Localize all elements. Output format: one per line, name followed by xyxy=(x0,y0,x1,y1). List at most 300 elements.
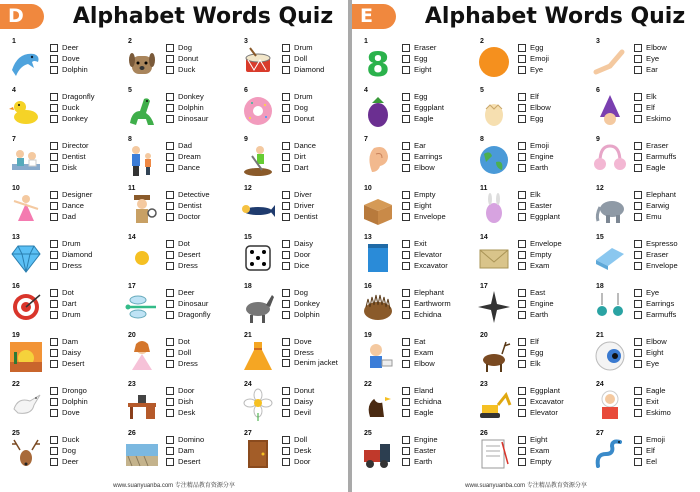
answer-checkbox[interactable] xyxy=(402,142,410,150)
answer-option[interactable] xyxy=(518,200,582,211)
answer-option[interactable] xyxy=(282,64,346,75)
answer-checkbox[interactable] xyxy=(50,409,58,417)
answer-option[interactable] xyxy=(634,91,698,102)
answer-option[interactable] xyxy=(50,385,114,396)
answer-option[interactable] xyxy=(282,249,346,260)
answer-checkbox[interactable] xyxy=(634,262,642,270)
answer-checkbox[interactable] xyxy=(282,66,290,74)
answer-option[interactable] xyxy=(634,53,698,64)
answer-checkbox[interactable] xyxy=(518,398,526,406)
answer-checkbox[interactable] xyxy=(282,240,290,248)
answer-checkbox[interactable] xyxy=(282,153,290,161)
answer-option[interactable] xyxy=(50,162,114,173)
answer-checkbox[interactable] xyxy=(402,213,410,221)
answer-checkbox[interactable] xyxy=(166,142,174,150)
answer-option[interactable] xyxy=(518,53,582,64)
answer-option[interactable] xyxy=(166,238,230,249)
answer-option[interactable] xyxy=(282,53,346,64)
answer-checkbox[interactable] xyxy=(50,55,58,63)
answer-checkbox[interactable] xyxy=(166,44,174,52)
answer-checkbox[interactable] xyxy=(282,251,290,259)
answer-checkbox[interactable] xyxy=(50,191,58,199)
answer-option[interactable] xyxy=(282,189,346,200)
answer-checkbox[interactable] xyxy=(50,387,58,395)
answer-checkbox[interactable] xyxy=(518,66,526,74)
answer-option[interactable] xyxy=(402,336,466,347)
answer-option[interactable] xyxy=(518,42,582,53)
answer-checkbox[interactable] xyxy=(402,409,410,417)
answer-checkbox[interactable] xyxy=(518,164,526,172)
answer-option[interactable] xyxy=(166,151,230,162)
answer-checkbox[interactable] xyxy=(518,202,526,210)
answer-checkbox[interactable] xyxy=(634,93,642,101)
answer-option[interactable] xyxy=(282,238,346,249)
answer-option[interactable] xyxy=(634,385,698,396)
answer-checkbox[interactable] xyxy=(402,93,410,101)
answer-checkbox[interactable] xyxy=(282,447,290,455)
answer-option[interactable] xyxy=(166,113,230,124)
answer-option[interactable] xyxy=(166,200,230,211)
answer-option[interactable] xyxy=(282,298,346,309)
answer-checkbox[interactable] xyxy=(282,44,290,52)
answer-option[interactable] xyxy=(634,347,698,358)
answer-checkbox[interactable] xyxy=(634,115,642,123)
answer-option[interactable] xyxy=(282,102,346,113)
answer-checkbox[interactable] xyxy=(634,240,642,248)
answer-checkbox[interactable] xyxy=(282,93,290,101)
answer-option[interactable] xyxy=(402,162,466,173)
answer-checkbox[interactable] xyxy=(50,44,58,52)
answer-option[interactable] xyxy=(50,64,114,75)
answer-option[interactable] xyxy=(518,238,582,249)
answer-option[interactable] xyxy=(518,140,582,151)
answer-option[interactable] xyxy=(166,358,230,369)
answer-checkbox[interactable] xyxy=(402,311,410,319)
answer-option[interactable] xyxy=(402,42,466,53)
answer-checkbox[interactable] xyxy=(166,409,174,417)
answer-option[interactable] xyxy=(50,298,114,309)
answer-option[interactable] xyxy=(282,287,346,298)
answer-option[interactable] xyxy=(518,456,582,467)
answer-checkbox[interactable] xyxy=(166,153,174,161)
answer-checkbox[interactable] xyxy=(166,240,174,248)
answer-checkbox[interactable] xyxy=(166,349,174,357)
answer-checkbox[interactable] xyxy=(166,436,174,444)
answer-checkbox[interactable] xyxy=(402,240,410,248)
answer-checkbox[interactable] xyxy=(282,359,290,367)
answer-checkbox[interactable] xyxy=(166,289,174,297)
answer-checkbox[interactable] xyxy=(402,349,410,357)
answer-checkbox[interactable] xyxy=(634,104,642,112)
answer-checkbox[interactable] xyxy=(634,300,642,308)
answer-checkbox[interactable] xyxy=(50,240,58,248)
answer-option[interactable] xyxy=(518,211,582,222)
answer-checkbox[interactable] xyxy=(518,436,526,444)
answer-checkbox[interactable] xyxy=(50,142,58,150)
answer-option[interactable] xyxy=(166,456,230,467)
answer-checkbox[interactable] xyxy=(518,213,526,221)
answer-option[interactable] xyxy=(166,64,230,75)
answer-checkbox[interactable] xyxy=(402,115,410,123)
answer-checkbox[interactable] xyxy=(50,104,58,112)
answer-checkbox[interactable] xyxy=(518,153,526,161)
answer-checkbox[interactable] xyxy=(518,300,526,308)
answer-checkbox[interactable] xyxy=(402,436,410,444)
answer-option[interactable] xyxy=(50,347,114,358)
answer-checkbox[interactable] xyxy=(50,338,58,346)
answer-option[interactable] xyxy=(402,102,466,113)
answer-checkbox[interactable] xyxy=(518,311,526,319)
answer-option[interactable] xyxy=(518,445,582,456)
answer-option[interactable] xyxy=(166,162,230,173)
answer-option[interactable] xyxy=(402,53,466,64)
answer-checkbox[interactable] xyxy=(50,93,58,101)
answer-option[interactable] xyxy=(518,113,582,124)
answer-option[interactable] xyxy=(166,298,230,309)
answer-checkbox[interactable] xyxy=(518,142,526,150)
answer-checkbox[interactable] xyxy=(518,447,526,455)
answer-option[interactable] xyxy=(50,238,114,249)
answer-option[interactable] xyxy=(402,456,466,467)
answer-option[interactable] xyxy=(282,42,346,53)
answer-checkbox[interactable] xyxy=(402,338,410,346)
answer-checkbox[interactable] xyxy=(402,251,410,259)
answer-checkbox[interactable] xyxy=(282,409,290,417)
answer-checkbox[interactable] xyxy=(402,164,410,172)
answer-checkbox[interactable] xyxy=(518,338,526,346)
answer-checkbox[interactable] xyxy=(166,66,174,74)
answer-option[interactable] xyxy=(634,140,698,151)
answer-option[interactable] xyxy=(50,456,114,467)
answer-option[interactable] xyxy=(402,287,466,298)
answer-option[interactable] xyxy=(634,189,698,200)
answer-checkbox[interactable] xyxy=(166,300,174,308)
answer-checkbox[interactable] xyxy=(166,387,174,395)
answer-checkbox[interactable] xyxy=(282,262,290,270)
answer-checkbox[interactable] xyxy=(282,458,290,466)
answer-checkbox[interactable] xyxy=(50,202,58,210)
answer-checkbox[interactable] xyxy=(282,349,290,357)
answer-option[interactable] xyxy=(518,298,582,309)
answer-option[interactable] xyxy=(518,91,582,102)
answer-checkbox[interactable] xyxy=(518,240,526,248)
answer-option[interactable] xyxy=(50,102,114,113)
answer-checkbox[interactable] xyxy=(634,202,642,210)
answer-checkbox[interactable] xyxy=(634,191,642,199)
answer-option[interactable] xyxy=(282,113,346,124)
answer-checkbox[interactable] xyxy=(282,164,290,172)
answer-checkbox[interactable] xyxy=(518,289,526,297)
answer-checkbox[interactable] xyxy=(518,458,526,466)
answer-option[interactable] xyxy=(282,347,346,358)
answer-option[interactable] xyxy=(634,358,698,369)
answer-checkbox[interactable] xyxy=(282,142,290,150)
answer-checkbox[interactable] xyxy=(282,115,290,123)
answer-checkbox[interactable] xyxy=(518,44,526,52)
answer-option[interactable] xyxy=(634,298,698,309)
answer-checkbox[interactable] xyxy=(166,202,174,210)
answer-checkbox[interactable] xyxy=(634,164,642,172)
answer-checkbox[interactable] xyxy=(50,436,58,444)
answer-checkbox[interactable] xyxy=(282,289,290,297)
answer-checkbox[interactable] xyxy=(166,164,174,172)
answer-option[interactable] xyxy=(166,211,230,222)
answer-option[interactable] xyxy=(518,162,582,173)
answer-option[interactable] xyxy=(50,309,114,320)
answer-option[interactable] xyxy=(166,407,230,418)
answer-checkbox[interactable] xyxy=(50,213,58,221)
answer-checkbox[interactable] xyxy=(50,447,58,455)
answer-option[interactable] xyxy=(518,287,582,298)
answer-checkbox[interactable] xyxy=(50,360,58,368)
answer-option[interactable] xyxy=(634,42,698,53)
answer-option[interactable] xyxy=(518,102,582,113)
answer-option[interactable] xyxy=(50,53,114,64)
answer-option[interactable] xyxy=(282,151,346,162)
answer-checkbox[interactable] xyxy=(50,311,58,319)
answer-checkbox[interactable] xyxy=(50,289,58,297)
answer-option[interactable] xyxy=(282,91,346,102)
answer-checkbox[interactable] xyxy=(518,387,526,395)
answer-option[interactable] xyxy=(282,434,346,445)
answer-checkbox[interactable] xyxy=(402,458,410,466)
answer-option[interactable] xyxy=(518,249,582,260)
answer-checkbox[interactable] xyxy=(634,213,642,221)
answer-option[interactable] xyxy=(634,445,698,456)
answer-option[interactable] xyxy=(402,189,466,200)
answer-checkbox[interactable] xyxy=(166,360,174,368)
answer-option[interactable] xyxy=(50,260,114,271)
answer-checkbox[interactable] xyxy=(50,164,58,172)
answer-option[interactable] xyxy=(282,445,346,456)
answer-checkbox[interactable] xyxy=(402,191,410,199)
answer-checkbox[interactable] xyxy=(50,251,58,259)
answer-option[interactable] xyxy=(50,91,114,102)
answer-checkbox[interactable] xyxy=(402,447,410,455)
answer-option[interactable] xyxy=(50,151,114,162)
answer-option[interactable] xyxy=(634,249,698,260)
answer-option[interactable] xyxy=(166,249,230,260)
answer-checkbox[interactable] xyxy=(50,115,58,123)
answer-checkbox[interactable] xyxy=(282,104,290,112)
answer-checkbox[interactable] xyxy=(166,262,174,270)
answer-checkbox[interactable] xyxy=(166,191,174,199)
answer-option[interactable] xyxy=(50,445,114,456)
answer-option[interactable] xyxy=(282,456,346,467)
answer-checkbox[interactable] xyxy=(518,360,526,368)
answer-checkbox[interactable] xyxy=(402,360,410,368)
answer-option[interactable] xyxy=(282,211,346,222)
answer-option[interactable] xyxy=(518,347,582,358)
answer-option[interactable] xyxy=(166,102,230,113)
answer-checkbox[interactable] xyxy=(282,300,290,308)
answer-option[interactable] xyxy=(166,445,230,456)
answer-option[interactable] xyxy=(50,287,114,298)
answer-option[interactable] xyxy=(282,407,346,418)
answer-checkbox[interactable] xyxy=(166,447,174,455)
answer-checkbox[interactable] xyxy=(166,55,174,63)
answer-checkbox[interactable] xyxy=(634,409,642,417)
answer-option[interactable] xyxy=(634,151,698,162)
answer-checkbox[interactable] xyxy=(518,262,526,270)
answer-option[interactable] xyxy=(50,200,114,211)
answer-checkbox[interactable] xyxy=(50,153,58,161)
answer-option[interactable] xyxy=(518,189,582,200)
answer-checkbox[interactable] xyxy=(282,202,290,210)
answer-option[interactable] xyxy=(634,309,698,320)
answer-option[interactable] xyxy=(402,64,466,75)
answer-option[interactable] xyxy=(50,407,114,418)
answer-checkbox[interactable] xyxy=(50,458,58,466)
answer-option[interactable] xyxy=(166,434,230,445)
answer-option[interactable] xyxy=(50,140,114,151)
answer-checkbox[interactable] xyxy=(634,338,642,346)
answer-checkbox[interactable] xyxy=(402,262,410,270)
answer-checkbox[interactable] xyxy=(634,311,642,319)
answer-option[interactable] xyxy=(166,260,230,271)
answer-option[interactable] xyxy=(166,53,230,64)
answer-checkbox[interactable] xyxy=(166,251,174,259)
answer-option[interactable] xyxy=(282,336,346,347)
answer-option[interactable] xyxy=(282,385,346,396)
answer-checkbox[interactable] xyxy=(634,447,642,455)
answer-option[interactable] xyxy=(50,42,114,53)
answer-option[interactable] xyxy=(402,385,466,396)
answer-option[interactable] xyxy=(402,298,466,309)
answer-option[interactable] xyxy=(402,140,466,151)
answer-option[interactable] xyxy=(402,211,466,222)
answer-option[interactable] xyxy=(634,200,698,211)
answer-checkbox[interactable] xyxy=(166,311,174,319)
answer-checkbox[interactable] xyxy=(518,191,526,199)
answer-option[interactable] xyxy=(282,162,346,173)
answer-checkbox[interactable] xyxy=(402,387,410,395)
answer-checkbox[interactable] xyxy=(518,104,526,112)
answer-option[interactable] xyxy=(518,358,582,369)
answer-checkbox[interactable] xyxy=(518,409,526,417)
answer-option[interactable] xyxy=(402,434,466,445)
answer-option[interactable] xyxy=(402,249,466,260)
answer-checkbox[interactable] xyxy=(402,202,410,210)
answer-option[interactable] xyxy=(402,151,466,162)
answer-checkbox[interactable] xyxy=(166,398,174,406)
answer-option[interactable] xyxy=(166,140,230,151)
answer-checkbox[interactable] xyxy=(634,153,642,161)
answer-checkbox[interactable] xyxy=(634,387,642,395)
answer-option[interactable] xyxy=(50,358,114,369)
answer-option[interactable] xyxy=(50,336,114,347)
answer-option[interactable] xyxy=(634,64,698,75)
answer-checkbox[interactable] xyxy=(402,398,410,406)
answer-checkbox[interactable] xyxy=(402,66,410,74)
answer-checkbox[interactable] xyxy=(282,436,290,444)
answer-checkbox[interactable] xyxy=(518,93,526,101)
answer-checkbox[interactable] xyxy=(50,66,58,74)
answer-option[interactable] xyxy=(402,358,466,369)
answer-checkbox[interactable] xyxy=(634,66,642,74)
answer-option[interactable] xyxy=(50,113,114,124)
answer-option[interactable] xyxy=(402,407,466,418)
answer-checkbox[interactable] xyxy=(634,44,642,52)
answer-option[interactable] xyxy=(518,434,582,445)
answer-option[interactable] xyxy=(282,200,346,211)
answer-option[interactable] xyxy=(402,347,466,358)
answer-checkbox[interactable] xyxy=(166,213,174,221)
answer-checkbox[interactable] xyxy=(166,458,174,466)
answer-checkbox[interactable] xyxy=(518,349,526,357)
answer-option[interactable] xyxy=(282,260,346,271)
answer-option[interactable] xyxy=(518,336,582,347)
answer-checkbox[interactable] xyxy=(402,153,410,161)
answer-option[interactable] xyxy=(518,407,582,418)
answer-option[interactable] xyxy=(282,309,346,320)
answer-option[interactable] xyxy=(402,238,466,249)
answer-checkbox[interactable] xyxy=(402,104,410,112)
answer-option[interactable] xyxy=(518,309,582,320)
answer-option[interactable] xyxy=(634,102,698,113)
answer-checkbox[interactable] xyxy=(50,398,58,406)
answer-option[interactable] xyxy=(634,162,698,173)
answer-option[interactable] xyxy=(166,336,230,347)
answer-option[interactable] xyxy=(518,151,582,162)
answer-option[interactable] xyxy=(50,189,114,200)
answer-checkbox[interactable] xyxy=(402,44,410,52)
answer-option[interactable] xyxy=(634,238,698,249)
answer-option[interactable] xyxy=(166,396,230,407)
answer-option[interactable] xyxy=(402,200,466,211)
answer-option[interactable] xyxy=(50,434,114,445)
answer-option[interactable] xyxy=(634,211,698,222)
answer-checkbox[interactable] xyxy=(402,55,410,63)
answer-option[interactable] xyxy=(402,260,466,271)
answer-checkbox[interactable] xyxy=(50,300,58,308)
answer-option[interactable] xyxy=(518,385,582,396)
answer-option[interactable] xyxy=(50,396,114,407)
answer-checkbox[interactable] xyxy=(282,311,290,319)
answer-checkbox[interactable] xyxy=(50,262,58,270)
answer-checkbox[interactable] xyxy=(634,436,642,444)
answer-checkbox[interactable] xyxy=(634,349,642,357)
answer-option[interactable] xyxy=(634,407,698,418)
answer-checkbox[interactable] xyxy=(282,338,290,346)
answer-checkbox[interactable] xyxy=(634,458,642,466)
answer-option[interactable] xyxy=(282,140,346,151)
answer-checkbox[interactable] xyxy=(166,93,174,101)
answer-checkbox[interactable] xyxy=(634,289,642,297)
answer-checkbox[interactable] xyxy=(282,55,290,63)
answer-option[interactable] xyxy=(634,396,698,407)
answer-checkbox[interactable] xyxy=(402,289,410,297)
answer-option[interactable] xyxy=(402,113,466,124)
answer-checkbox[interactable] xyxy=(402,300,410,308)
answer-option[interactable] xyxy=(402,309,466,320)
answer-checkbox[interactable] xyxy=(166,115,174,123)
answer-checkbox[interactable] xyxy=(282,191,290,199)
answer-checkbox[interactable] xyxy=(518,251,526,259)
answer-checkbox[interactable] xyxy=(282,213,290,221)
answer-option[interactable] xyxy=(282,358,346,367)
answer-option[interactable] xyxy=(634,434,698,445)
answer-checkbox[interactable] xyxy=(166,104,174,112)
answer-option[interactable] xyxy=(166,189,230,200)
answer-option[interactable] xyxy=(402,91,466,102)
answer-checkbox[interactable] xyxy=(634,398,642,406)
answer-checkbox[interactable] xyxy=(634,55,642,63)
answer-option[interactable] xyxy=(50,211,114,222)
answer-checkbox[interactable] xyxy=(518,115,526,123)
answer-checkbox[interactable] xyxy=(282,398,290,406)
answer-option[interactable] xyxy=(402,445,466,456)
